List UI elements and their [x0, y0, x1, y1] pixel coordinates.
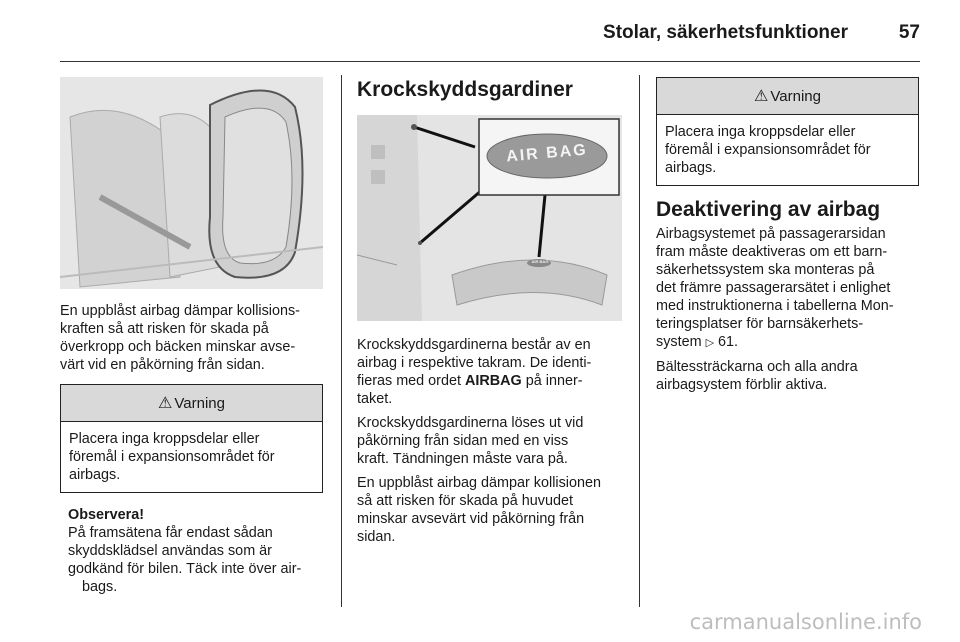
text-line: bags.	[82, 579, 118, 595]
section-title: Stolar, säkerhetsfunktioner	[603, 22, 848, 43]
warning-box	[60, 384, 323, 493]
text-line: säkerhetssystem ska monteras på	[656, 262, 875, 278]
airbag-caption	[60, 302, 330, 374]
warning-box	[656, 77, 919, 186]
page-number: 57	[898, 22, 920, 43]
section-heading: Krockskyddsgardiner	[357, 78, 573, 101]
reference-arrow-icon[interactable]: ▷	[705, 337, 715, 349]
seat-airbag-illustration	[60, 77, 323, 289]
text-line: värt vid en påkörning från sidan.	[60, 357, 265, 373]
note-block	[68, 506, 330, 596]
text-line: airbagsystem förblir aktiva.	[656, 377, 828, 393]
text-line: taket.	[357, 391, 393, 407]
text-line: minskar avsevärt vid påkörning från	[357, 511, 585, 527]
warning-body	[61, 422, 322, 484]
text-run: system	[656, 334, 706, 350]
text-line: Krockskyddsgardinerna löses ut vid	[357, 415, 584, 431]
text-line	[656, 333, 931, 352]
warning-triangle-icon: ⚠	[158, 395, 173, 412]
page-header	[0, 0, 960, 62]
warning-header	[657, 78, 918, 115]
text-line: airbags.	[69, 467, 121, 483]
text-line: Bältessträckarna och alla andra	[656, 359, 858, 375]
warning-title: Varning	[770, 87, 821, 105]
text-line: På framsätena får endast sådan	[68, 525, 273, 541]
text-run: fieras med ordet	[357, 373, 465, 389]
text-line: Placera inga kroppsdelar eller	[69, 431, 260, 447]
page-reference: 61.	[714, 334, 739, 350]
text-line: fram måste deaktiveras om ett barn-	[656, 244, 888, 260]
section-heading: Deaktivering av airbag	[656, 198, 881, 221]
warning-header	[61, 385, 322, 422]
warning-triangle-icon: ⚠	[754, 88, 769, 105]
text-line: överkropp och bäcken minskar avse-	[60, 339, 296, 355]
text-line: airbag i respektive takram. De identi-	[357, 355, 592, 371]
note-title: Observera!	[68, 507, 144, 523]
headliner-airbag-illustration	[357, 115, 622, 321]
text-line: med instruktionerna i tabellerna Mon-	[656, 298, 894, 314]
text-line: airbags.	[665, 160, 717, 176]
text-line: Airbagsystemet på passagerarsidan	[656, 226, 886, 242]
curtain-text	[357, 336, 632, 546]
warning-title: Varning	[174, 394, 225, 412]
column-divider-1	[341, 75, 342, 607]
airbag-term: AIRBAG	[464, 373, 522, 389]
watermark: carmanualsonline.info	[689, 610, 922, 634]
column-divider-2	[639, 75, 640, 607]
text-line: En uppblåst airbag dämpar kollisions-	[60, 303, 300, 319]
text-line: En uppblåst airbag dämpar kollisionen	[357, 475, 601, 491]
text-line: godkänd för bilen. Täck inte över air-	[68, 561, 302, 577]
text-line: föremål i expansionsområdet för	[69, 449, 275, 465]
text-line: påkörning från sidan med en viss	[357, 433, 569, 449]
text-line: sidan.	[357, 529, 396, 545]
text-line	[357, 372, 632, 390]
warning-body	[657, 115, 918, 177]
text-line: kraft. Tändningen måste vara på.	[357, 451, 568, 467]
text-line: föremål i expansionsområdet för	[665, 142, 871, 158]
deactivation-text	[656, 225, 931, 394]
text-line: så att risken för skada på huvudet	[357, 493, 573, 509]
text-line: kraften så att risken för skada på	[60, 321, 269, 337]
text-line: teringsplatser för barnsäkerhets-	[656, 316, 864, 332]
header-rule	[60, 61, 920, 62]
airbag-small-label: AIR BAG	[531, 259, 549, 264]
text-line: Krockskyddsgardinerna består av en	[357, 337, 591, 353]
text-line: Placera inga kroppsdelar eller	[665, 124, 856, 140]
text-run: på inner-	[521, 373, 583, 389]
airbag-label: AIR BAG	[505, 141, 589, 166]
text-line: skyddsklädsel användas som är	[68, 543, 272, 559]
text-line: det främre passagerarsätet i enlighet	[656, 280, 891, 296]
